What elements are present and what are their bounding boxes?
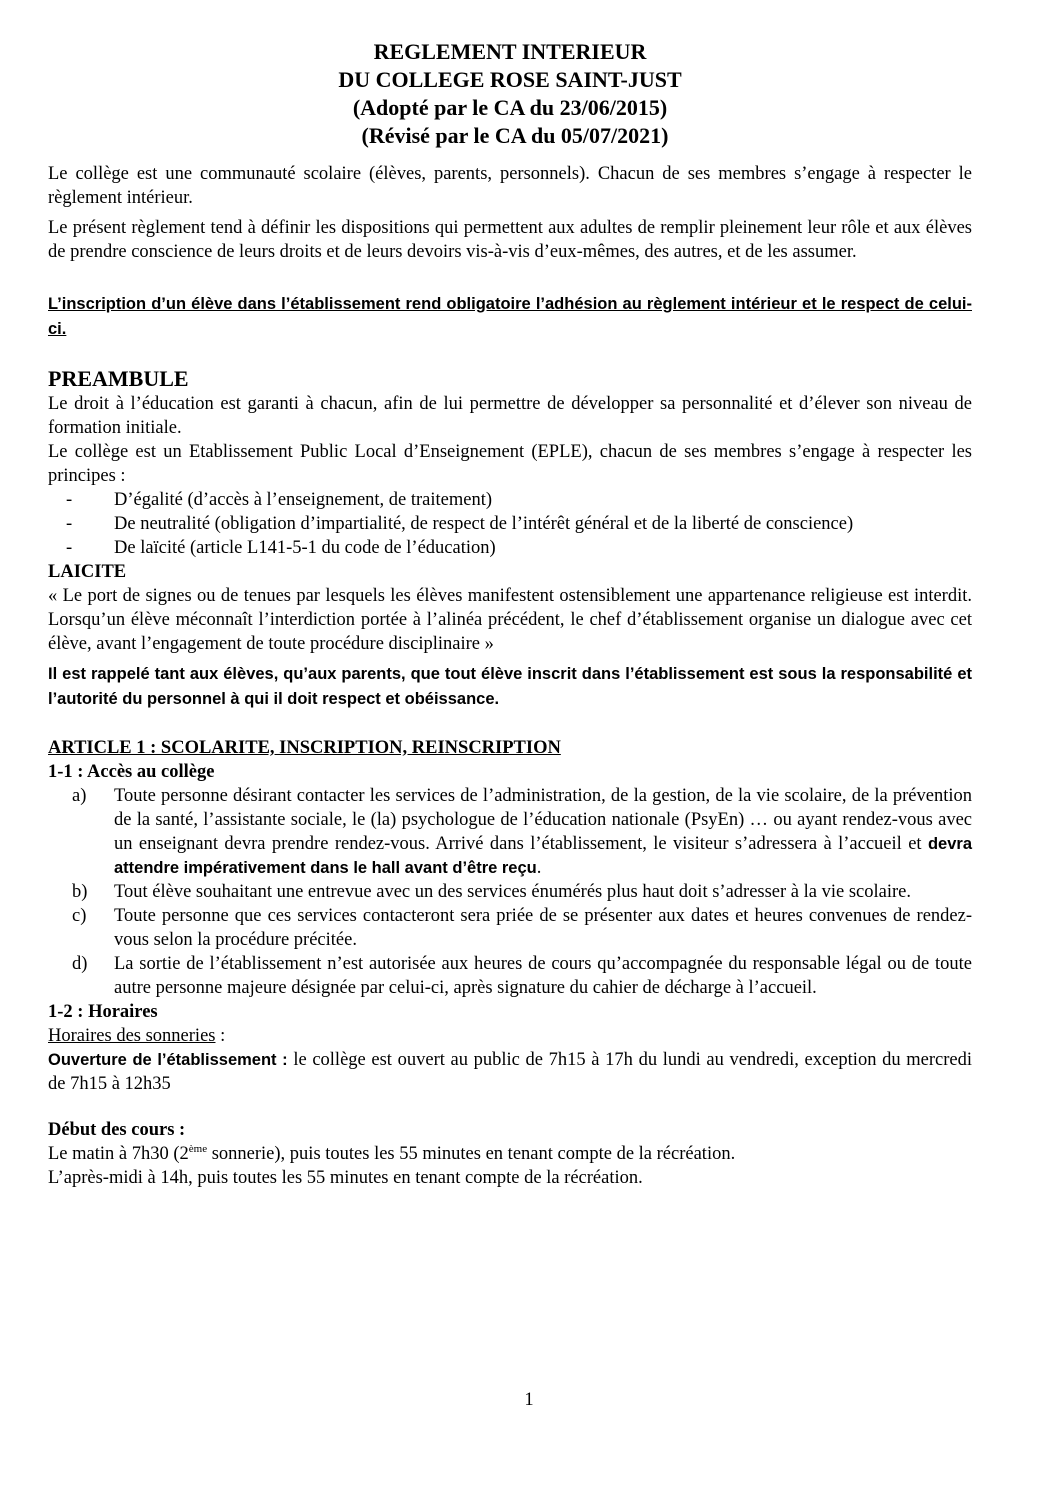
principle-text: De laïcité (article L141-5-1 du code de l’éducation) <box>114 538 496 558</box>
list-item <box>48 512 972 536</box>
start-label: Début des cours : <box>48 1120 186 1140</box>
preambule-paragraph-2: Le collège est un Etablissement Public Local d’Enseignement (EPLE), chacun de ses membres s’engage à respecter les principes : <box>48 442 972 486</box>
list-marker: - <box>66 490 73 510</box>
document-title <box>48 38 972 150</box>
list-marker: - <box>66 538 73 558</box>
rule-text: Toute personne que ces services contacteront sera priée de se présenter aux dates et heures convenues de rendez-vous selon la procédure précitée. <box>114 906 972 950</box>
list-marker: d) <box>72 954 88 974</box>
bells-colon: : <box>215 1026 226 1046</box>
rule-text: La sortie de l’établissement n’est autorisée aux heures de cours qu’accompagnée du responsable légal ou de toute autre personne majeure désignée par celui-ci, après signature du cahier de décharge à l’accueil. <box>114 954 972 998</box>
intro-paragraph-2: Le présent règlement tend à définir les dispositions qui permettent aux adultes de remplir pleinement leur rôle et aux élèves de prendre conscience de leurs droits et de leurs devoirs vis-à-vis d’eux-mêmes, des autres, et de les assumer. <box>48 218 972 262</box>
opening-label: Ouverture de l’établissement : <box>48 1051 288 1069</box>
rule-text: Toute personne désirant contacter les services de l’administration, de la gestion, de la vie scolaire, de la prévention de la santé, l’assistante sociale, le (la) psychologue de l’éducation nationale (PsyEn) … ou ayant rendez-vous avec un enseignant devra prendre rendez-vous. Arrivé dans l’établissement, le visiteur s’adressera à l’accueil et <box>114 786 972 854</box>
list-item <box>48 536 972 560</box>
laicite-heading: LAICITE <box>48 562 127 582</box>
section-1-1-heading: 1-1 : Accès au collège <box>48 762 215 782</box>
principle-text: De neutralité (obligation d’impartialité, de respect de l’intérêt général et de la liberté de conscience) <box>114 514 854 534</box>
intro-paragraph-1: Le collège est une communauté scolaire (élèves, parents, personnels). Chacun de ses membres s’engage à respecter le règlement intérieur. <box>48 164 972 208</box>
afternoon-schedule: L’après-midi à 14h, puis toutes les 55 minutes en tenant compte de la récréation. <box>48 1168 643 1188</box>
section-1-2-heading: 1-2 : Horaires <box>48 1002 158 1022</box>
page-number: 1 <box>524 1390 534 1410</box>
laicite-quote: « Le port de signes ou de tenues par lesquels les élèves manifestent ostensiblement une appartenance religieuse est interdit. Lorsqu’un élève méconnaît l’interdiction portée à l’alinéa précédent, le chef d’établissement organise un dialogue avec cet élève, avant l’engagement de toute procédure disciplinaire » <box>48 586 972 654</box>
rule-text: Tout élève souhaitant une entrevue avec un des services énumérés plus haut doit s’adresser à la vie scolaire. <box>114 882 911 902</box>
list-marker: b) <box>72 882 88 902</box>
title-line-4: (Révisé par le CA du 05/07/2021) <box>361 123 669 148</box>
reminder-rest: tant aux élèves, qu’aux parents, que tout élève inscrit dans l’établissement est sous la responsabilité et l’autorité du personnel à qui il doit respect et obéissance. <box>48 665 972 708</box>
list-item <box>48 488 972 512</box>
list-item <box>48 784 972 880</box>
morning-sup: ème <box>188 1143 208 1155</box>
registration-notice: L’inscription d’un élève dans l’établissement rend obligatoire l’adhésion au règlement intérieur et le respect de celui-ci. <box>48 295 972 338</box>
rule-tail: . <box>536 858 542 878</box>
morning-pre: Le matin à 7h30 (2 <box>48 1144 189 1164</box>
article-1-heading: ARTICLE 1 : SCOLARITE, INSCRIPTION, REINSCRIPTION <box>48 738 561 758</box>
document-page <box>48 38 972 1190</box>
principles-list <box>48 488 972 560</box>
list-item <box>48 904 972 952</box>
authority-reminder <box>48 662 972 712</box>
opening-hours <box>48 1048 972 1096</box>
rule-emphasis: devra attendre impérativement dans le hall avant d’être reçu <box>114 835 972 877</box>
list-marker: - <box>66 514 73 534</box>
access-rules-list <box>48 784 972 1000</box>
title-line-1: REGLEMENT INTERIEUR <box>373 39 647 64</box>
list-item <box>48 880 972 904</box>
morning-post: sonnerie), puis toutes les 55 minutes en tenant compte de la récréation. <box>207 1144 736 1164</box>
bells-line <box>48 1024 972 1048</box>
preambule-heading: PREAMBULE <box>48 366 189 391</box>
principle-text: D’égalité (d’accès à l’enseignement, de traitement) <box>114 490 493 510</box>
title-line-3: (Adopté par le CA du 23/06/2015) <box>352 95 668 120</box>
list-item <box>48 952 972 1000</box>
reminder-lead: Il est rappelé <box>48 665 150 683</box>
morning-schedule <box>48 1142 972 1166</box>
title-line-2: DU COLLEGE ROSE SAINT-JUST <box>338 67 682 92</box>
bells-label: Horaires des sonneries <box>48 1026 216 1046</box>
list-marker: a) <box>72 786 87 806</box>
opening-text: le collège est ouvert au public de 7h15 à 17h du lundi au vendredi, exception du mercredi de 7h15 à 12h35 <box>48 1050 972 1094</box>
list-marker: c) <box>72 906 87 926</box>
preambule-paragraph-1: Le droit à l’éducation est garanti à chacun, afin de lui permettre de développer sa personnalité et d’élever son niveau de formation initiale. <box>48 394 972 438</box>
